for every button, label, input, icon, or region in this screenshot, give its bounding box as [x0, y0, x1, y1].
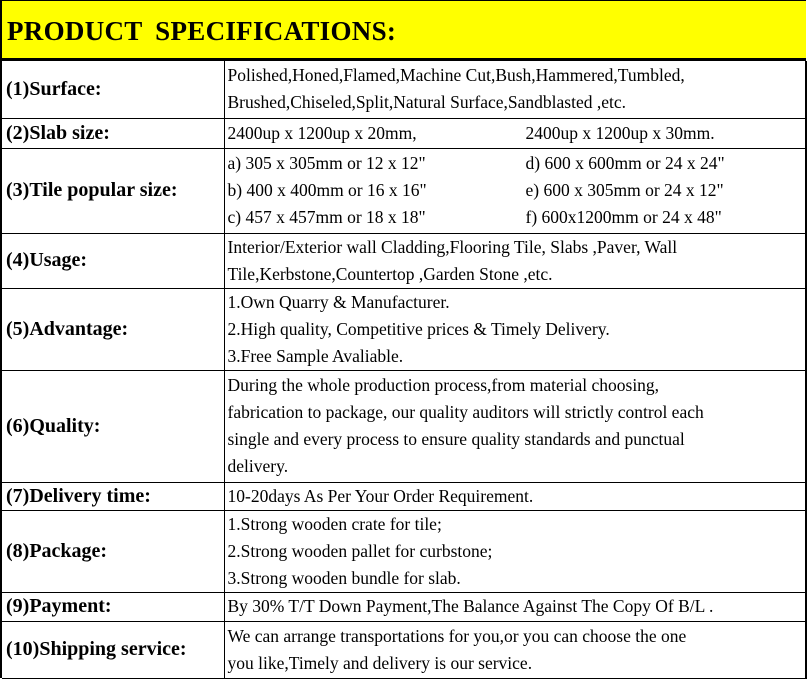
spec-row-quality	[2, 370, 806, 482]
spec-value-delivery	[224, 482, 806, 510]
spec-row-package	[2, 510, 806, 592]
value-line: 2.High quality, Competitive prices & Timely Delivery.	[227, 318, 610, 339]
spec-label-payment: (9)Payment:	[2, 592, 224, 621]
spec-label-shipping: (10)Shipping service:	[2, 621, 224, 678]
spec-label-slab-size: (2)Slab size:	[2, 118, 224, 148]
slab-size-30mm: 2400up x 1200up x 30mm.	[525, 122, 715, 143]
value-line: Polished,Honed,Flamed,Machine Cut,Bush,Hammered,Tumbled,	[227, 65, 685, 86]
spec-row-delivery	[2, 482, 806, 510]
spec-row-usage	[2, 233, 806, 288]
slab-size-20mm: 2400up x 1200up x 20mm,	[227, 122, 417, 143]
spec-label-surface: (1)Surface:	[2, 61, 224, 118]
spec-row-tile-size	[2, 148, 806, 233]
value-line: Interior/Exterior wall Cladding,Flooring Tile, Slabs ,Paver, Wall	[227, 236, 678, 257]
spec-value-advantage	[224, 288, 806, 370]
spec-row-slab-size	[2, 118, 806, 148]
value-line: you like,Timely and delivery is our service.	[227, 652, 533, 673]
value-line: 1.Own Quarry & Manufacturer.	[227, 291, 450, 312]
value-line: By 30% T/T Down Payment,The Balance Against The Copy Of B/L .	[227, 596, 714, 616]
tile-size-b: b) 400 x 400mm or 16 x 16"	[227, 180, 427, 200]
value-line: During the whole production process,from material choosing,	[227, 375, 660, 395]
value-line: delivery.	[227, 456, 289, 476]
value-line: single and every process to ensure quality standards and punctual	[227, 429, 685, 449]
value-line: 3.Strong wooden bundle for slab.	[227, 567, 461, 588]
page-title: PRODUCT SPECIFICATIONS:	[2, 1, 806, 61]
spec-value-shipping	[224, 621, 806, 678]
spec-value-tile-size	[224, 148, 806, 233]
tile-size-e: e) 600 x 305mm or 24 x 12"	[525, 180, 724, 200]
spec-label-package: (8)Package:	[2, 510, 224, 592]
value-line: We can arrange transportations for you,or you can choose the one	[227, 625, 687, 646]
spec-value-usage	[224, 233, 806, 288]
tile-size-f: f) 600x1200mm or 24 x 48"	[525, 207, 722, 227]
spec-value-slab-size	[224, 118, 806, 148]
spec-value-package	[224, 510, 806, 592]
spec-row-surface	[2, 61, 806, 118]
spec-value-surface	[224, 61, 806, 118]
tile-size-c: c) 457 x 457mm or 18 x 18"	[227, 207, 426, 227]
spec-label-usage: (4)Usage:	[2, 233, 224, 288]
spec-label-quality: (6)Quality:	[2, 370, 224, 482]
value-line: Tile,Kerbstone,Countertop ,Garden Stone ,etc.	[227, 263, 553, 284]
spec-label-tile-size: (3)Tile popular size:	[2, 148, 224, 233]
tile-size-d: d) 600 x 600mm or 24 x 24"	[525, 153, 725, 173]
tile-size-a: a) 305 x 305mm or 12 x 12"	[227, 153, 426, 173]
spec-row-payment	[2, 592, 806, 621]
value-line: Brushed,Chiseled,Split,Natural Surface,Sandblasted ,etc.	[227, 92, 627, 113]
spec-label-delivery: (7)Delivery time:	[2, 482, 224, 510]
spec-row-shipping	[2, 621, 806, 678]
spec-row-advantage	[2, 288, 806, 370]
value-line: 1.Strong wooden crate for tile;	[227, 513, 442, 534]
spec-label-advantage: (5)Advantage:	[2, 288, 224, 370]
value-line: 10-20days As Per Your Order Requirement.	[227, 485, 534, 506]
value-line: 2.Strong wooden pallet for curbstone;	[227, 540, 493, 561]
value-line: 3.Free Sample Avaliable.	[227, 345, 404, 366]
value-line: fabrication to package, our quality auditors will strictly control each	[227, 402, 704, 422]
spec-value-payment	[224, 592, 806, 621]
spec-table	[2, 61, 807, 679]
spec-value-quality	[224, 370, 806, 482]
